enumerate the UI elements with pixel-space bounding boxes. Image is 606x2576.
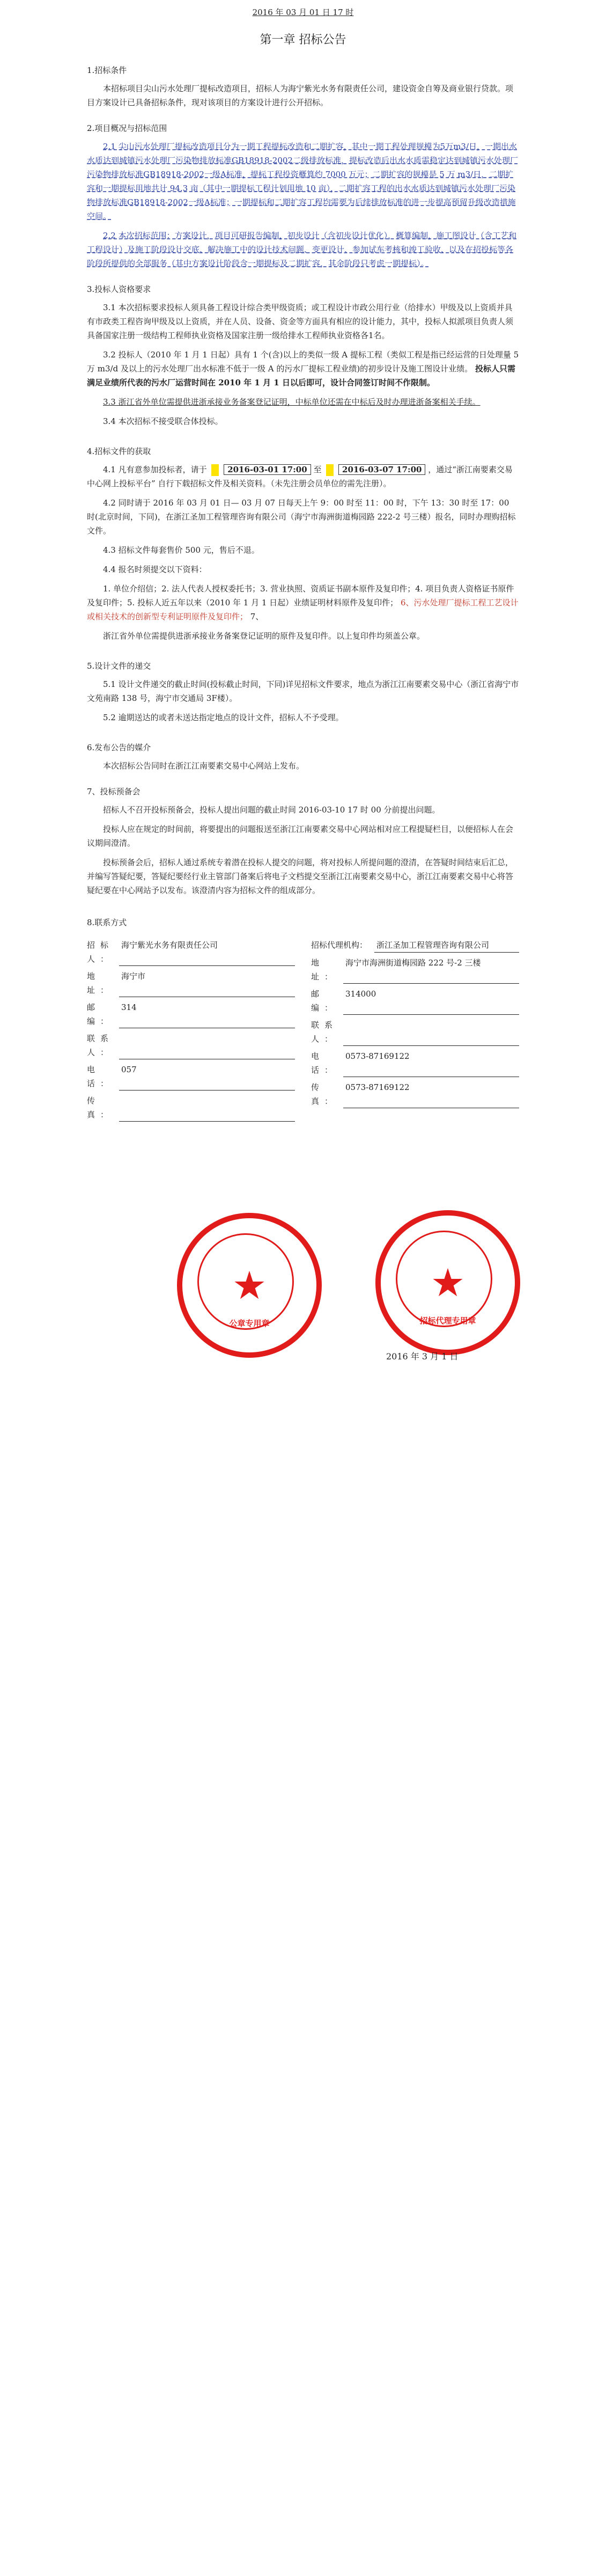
section-7-title: 7、投标预备会 bbox=[87, 787, 141, 796]
contact-row bbox=[311, 987, 519, 1015]
section-4-p1-post: ，通过“浙江南要素交易中心网上投标平台” 自行下载招标文件及相关资料。（未先注册会员单位的需先注册）。 bbox=[87, 465, 513, 488]
contact-value: 海宁市海洲街道梅园路 222 号-2 三楼 bbox=[343, 956, 519, 984]
section-5-p1: 5.1 设计文件递交的截止时间(投标截止时间，下同)详见招标文件要求，地点为浙江江南要素交易中心（浙江省海宁市文苑南路 138 号，海宁市交通局 3F楼）。 bbox=[87, 679, 519, 703]
section-4-p5-red: 6、污水处理厂提标工程工艺设计或相关技术的创新型专利证明原件及复印件； bbox=[87, 598, 519, 621]
contact-value: 海宁紫光水务有限责任公司 bbox=[119, 938, 295, 966]
section-3-p2 bbox=[87, 348, 519, 390]
contact-label: 邮 编： bbox=[311, 989, 338, 1013]
contact-label: 电 话： bbox=[87, 1065, 114, 1088]
contact-value bbox=[343, 1018, 519, 1046]
highlight-marker bbox=[211, 464, 219, 476]
signature-date: 2016 年 3 月 1 日 bbox=[386, 1351, 459, 1362]
section-8-title: 8.联系方式 bbox=[87, 918, 127, 927]
section-3-p4: 3.4 本次招标不接受联合体投标。 bbox=[103, 416, 223, 426]
section-2-p2: 2.2 本次招标范围：方案设计，项目可研报告编制，初步设计（含初步设计优化），概算编制，施工图设计（含工艺和工程设计）及施工阶段设计交底、解决施工中的设计技术问题、变更设计、参加试车考核和竣工验收、以及在招投标等各阶段所提供的全部服务（其中方案设计阶段含一期提标及二期扩容，其余阶段只考虑一期提标）。 bbox=[87, 231, 517, 268]
section-3-p3: 3.3 浙江省外单位需提供进浙承接业务备案登记证明，中标单位还需在中标后及时办理进浙备案相关手续。 bbox=[103, 397, 481, 407]
section-3-title: 3.投标人资格要求 bbox=[87, 284, 151, 294]
section-4-p1-pre: 4.1 凡有意参加投标者，请于 bbox=[103, 465, 207, 474]
section-4-p5-main: 1. 单位介绍信；2. 法人代表人授权委托书；3. 营业执照、资质证书副本原件及复印件；4. 项目负责人资格证书原件及复印件；5. 投标人近五年以来（2010 年 1 月 1 日起）业绩证明材料原件及复印件； bbox=[87, 584, 514, 608]
section-4-p1 bbox=[87, 463, 519, 491]
contact-row bbox=[87, 1000, 295, 1028]
section-3-p1: 3.1 本次招标要求投标人须具备工程设计综合类甲级资质；或工程设计市政公用行业（给排水）甲级及以上资质并具有市政类工程咨询甲级及以上资质，并在人员、设备、资金等方面具有相应的设计能力，其中，投标人拟派项目负责人须具备国家注册一级结构工程师执业资格及国家注册一级给排水工程师执业资格各1名。 bbox=[87, 303, 514, 340]
contact-label: 招标代理机构： bbox=[311, 940, 368, 950]
section-4-p1-mid: 至 bbox=[313, 465, 322, 474]
section-4-p6: 浙江省外单位需提供进浙承接业务备案登记证明的原件及复印件。以上复印件均须盖公章。 bbox=[103, 631, 425, 641]
contact-block bbox=[87, 935, 519, 1125]
section-1-text: 本招标项目尖山污水处理厂提标改造项目，招标人为海宁紫光水务有限责任公司，建设资金自筹及商业银行贷款。项目方案设计已具备招标条件，现对该项目的方案设计进行公开招标。 bbox=[87, 84, 514, 107]
contact-row bbox=[87, 1094, 295, 1122]
section-4-p2: 4.2 同时请于 2016 年 03 月 01 日— 03 月 07 日每天上午 9：00 时至 11：00 时，下午 13：30 时至 17：00 时(北京时间，下同)，在浙江圣加工程管理咨询有限公司（海宁市海洲街道梅园路 222-2 号三楼）报名，同时办理购招标文件。 bbox=[87, 498, 516, 536]
contact-row bbox=[311, 1049, 519, 1077]
contact-value: 057 bbox=[119, 1063, 295, 1091]
contact-label: 联系人： bbox=[311, 1020, 338, 1044]
contact-label: 电 话： bbox=[311, 1051, 338, 1075]
chapter-title: 第一章 招标公告 bbox=[260, 33, 346, 47]
document-body bbox=[87, 0, 519, 1125]
section-7-p2: 投标人应在规定的时间前，将要提出的问题报送至浙江江南要素交易中心网站相对应工程提疑栏目，以便招标人在会议期间澄清。 bbox=[87, 824, 514, 848]
highlight-marker bbox=[326, 464, 334, 476]
section-4-p5 bbox=[87, 582, 519, 624]
section-4-p4: 4.4 报名时须提交以下资料： bbox=[103, 565, 207, 574]
section-3-p2b: 投标人只需满足业绩所代表的污水厂运营时间在 2010 年 1 月 1 日以后即可，设计合同签订时间不作限制。 bbox=[87, 364, 515, 387]
contact-label: 招标人： bbox=[87, 940, 114, 964]
contact-row bbox=[311, 956, 519, 984]
tenderer-contact bbox=[87, 935, 295, 1125]
contact-row bbox=[87, 1031, 295, 1059]
contact-row bbox=[87, 1063, 295, 1091]
contact-label: 地 址： bbox=[87, 971, 114, 995]
contact-label: 邮 编： bbox=[87, 1002, 114, 1026]
section-5-p2: 5.2 逾期送达的或者未送达指定地点的设计文件，招标人不予受理。 bbox=[103, 713, 344, 722]
seal-star-icon: ★ bbox=[430, 1260, 465, 1305]
section-1-title: 1.招标条件 bbox=[87, 65, 127, 75]
section-4-p3: 4.3 招标文件每套售价 500 元，售后不退。 bbox=[103, 545, 260, 555]
contact-row bbox=[87, 969, 295, 997]
contact-row bbox=[311, 1018, 519, 1046]
section-7-p1: 招标人不召开投标预备会，投标人提出问题的截止时间 2016-03-10 17 时 00 分前提出问题。 bbox=[103, 805, 440, 815]
contact-label: 传 真： bbox=[87, 1096, 114, 1119]
seal-text: 招标代理专用章 bbox=[419, 1316, 476, 1326]
section-5-title: 5.设计文件的递交 bbox=[87, 661, 151, 671]
end-date: 2016-03-07 17:00 bbox=[338, 464, 425, 475]
start-date: 2016-03-01 17:00 bbox=[224, 464, 311, 475]
contact-value: 314000 bbox=[343, 987, 519, 1015]
agency-contact bbox=[311, 935, 519, 1125]
contact-value: 0573-87169122 bbox=[343, 1049, 519, 1077]
contact-label: 地 址： bbox=[311, 958, 338, 982]
contact-value: 314 bbox=[119, 1000, 295, 1028]
contact-value bbox=[119, 1094, 295, 1122]
contact-value: 0573-87169122 bbox=[343, 1080, 519, 1108]
contact-label: 联系人： bbox=[87, 1034, 114, 1057]
contact-value bbox=[119, 1031, 295, 1059]
contact-row bbox=[311, 938, 519, 953]
section-4-p5-tail: 7、 bbox=[250, 612, 264, 621]
section-6-p1: 本次招标公告同时在浙江江南要素交易中心网站上发布。 bbox=[103, 761, 305, 771]
tenderer-seal bbox=[177, 1213, 322, 1358]
document-date-line: 2016 年 03 月 01 日 17 时 bbox=[252, 8, 354, 17]
section-3-p2a: 3.2 投标人（2010 年 1 月 1 日起）具有 1 个(含)以上的类似一级 A 提标工程（类似工程是指已经运营的日处理量 5 万 m3/d 及以上的污水处理厂出水标准不低于一级 A 的污水厂提标工程业绩)的初步设计及施工图设计业绩。 bbox=[87, 350, 519, 374]
agency-seal bbox=[375, 1210, 520, 1355]
section-7-p3: 投标预备会后，招标人通过系统专着潜在投标人提交的问题，将对投标人所提问题的澄清，在答疑时间结束后汇总，并编写答疑纪要，答疑纪要经行业主管部门备案后将电子文档提交至浙江江南要素交易中心，浙江江南要素交易中心将答疑纪要在中心网站予以发布。该澄清内容为招标文件的组成部分。 bbox=[87, 858, 514, 895]
contact-value: 海宁市 bbox=[119, 969, 295, 997]
section-2-title: 2.项目概况与招标范围 bbox=[87, 123, 167, 133]
contact-value: 浙江圣加工程管理咨询有限公司 bbox=[374, 938, 519, 953]
seal-star-icon: ★ bbox=[232, 1263, 267, 1308]
section-6-title: 6.发布公告的媒介 bbox=[87, 743, 151, 752]
seal-text: 公章专用章 bbox=[229, 1319, 270, 1328]
contact-label: 传 真： bbox=[311, 1082, 338, 1106]
contact-row bbox=[87, 938, 295, 966]
section-4-title: 4.招标文件的获取 bbox=[87, 447, 151, 456]
section-2-p1: 2.1 尖山污水处理厂提标改造项目分为一期工程提标改造和二期扩容，其中一期工程处理规模为5万m3/日，一期出水水质达到城镇污水处理厂污染物排放标准GB18918-2002二级排放标准，提标改造后出水水质需稳定达到城镇污水处理厂污染物排放标准GB18918-2002一级A标准，提标工程投资概算约 7000 万元；二期扩容的规模是 5 万 m3/日，二期扩容和一期提标用地共计 94.3 亩（其中一期提标工程计划用地 10 亩），二期扩容工程的出水水质达到城镇污水处理厂污染物排放标准GB18918-2002一级A标准；一期提标和二期扩容工程均需要为后续排放标准的进一步提高预留升级改造措施空间。 bbox=[87, 142, 518, 221]
contact-row bbox=[311, 1080, 519, 1108]
